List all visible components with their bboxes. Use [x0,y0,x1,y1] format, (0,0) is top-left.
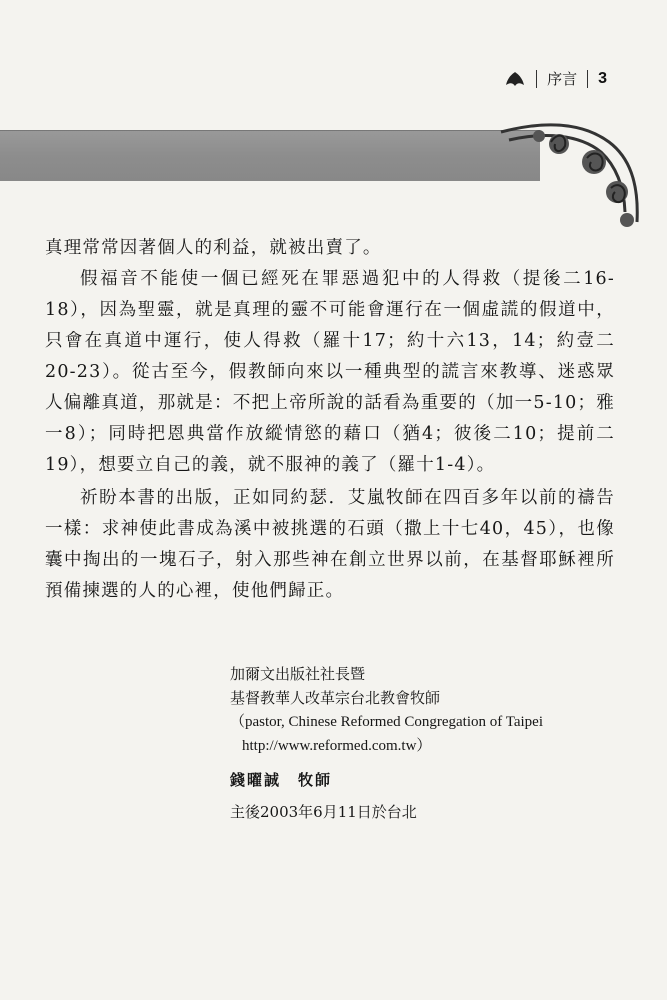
section-title: 序言 [547,70,578,88]
signature-title-2: 基督教華人改革宗台北教會牧師 [230,689,441,707]
signature-title-1: 加爾文出版社社長暨 [230,665,366,683]
signature-name: 錢曜誠 牧師 [230,771,333,789]
page-header [504,68,607,89]
header-divider [536,70,537,88]
page-number: 3 [598,69,607,87]
header-divider-2 [587,70,588,88]
signature-url: http://www.reformed.com.tw） [242,738,432,754]
leaf-icon [504,70,526,88]
paragraph-3: 祈盼本書的出版，正如同約瑟．艾嵐牧師在四百多年以前的禱告一樣：求神使此書成為溪中被挑選的石頭（撒上十七40，45），也像囊中掏出的一塊石子，射入那些神在創立世界以前，在基督耶穌裡所預備揀選的人的心裡，使他們歸正。 [45,488,615,601]
paragraph-1: 真理常常因著個人的利益，就被出賣了。 [45,238,382,258]
header-banner [0,130,540,181]
signature-date: 主後2003年6月11日於台北 [230,803,417,821]
signature-block [230,662,543,824]
paragraph-2: 假福音不能使一個已經死在罪惡過犯中的人得救（提後二16-18），因為聖靈，就是真理的靈不可能會運行在一個虛謊的假道中，只會在真道中運行，使人得救（羅十17；約十六13，14；約壹二20-23）。從古至今，假教師向來以一種典型的謊言來教導、迷惑眾人偏離真道，那就是：不把上帝所說的話看為重要的（加一5-10；雅一8）；同時把恩典當作放縱情慾的藉口（猶4；彼後二10；提前二19），想要立自己的義，就不服神的義了（羅十1-4）。 [45,269,615,475]
corner-ornament-icon [499,112,649,242]
body-text [45,233,615,607]
signature-english: （pastor, Chinese Reformed Congregation of Taipei [230,714,544,730]
